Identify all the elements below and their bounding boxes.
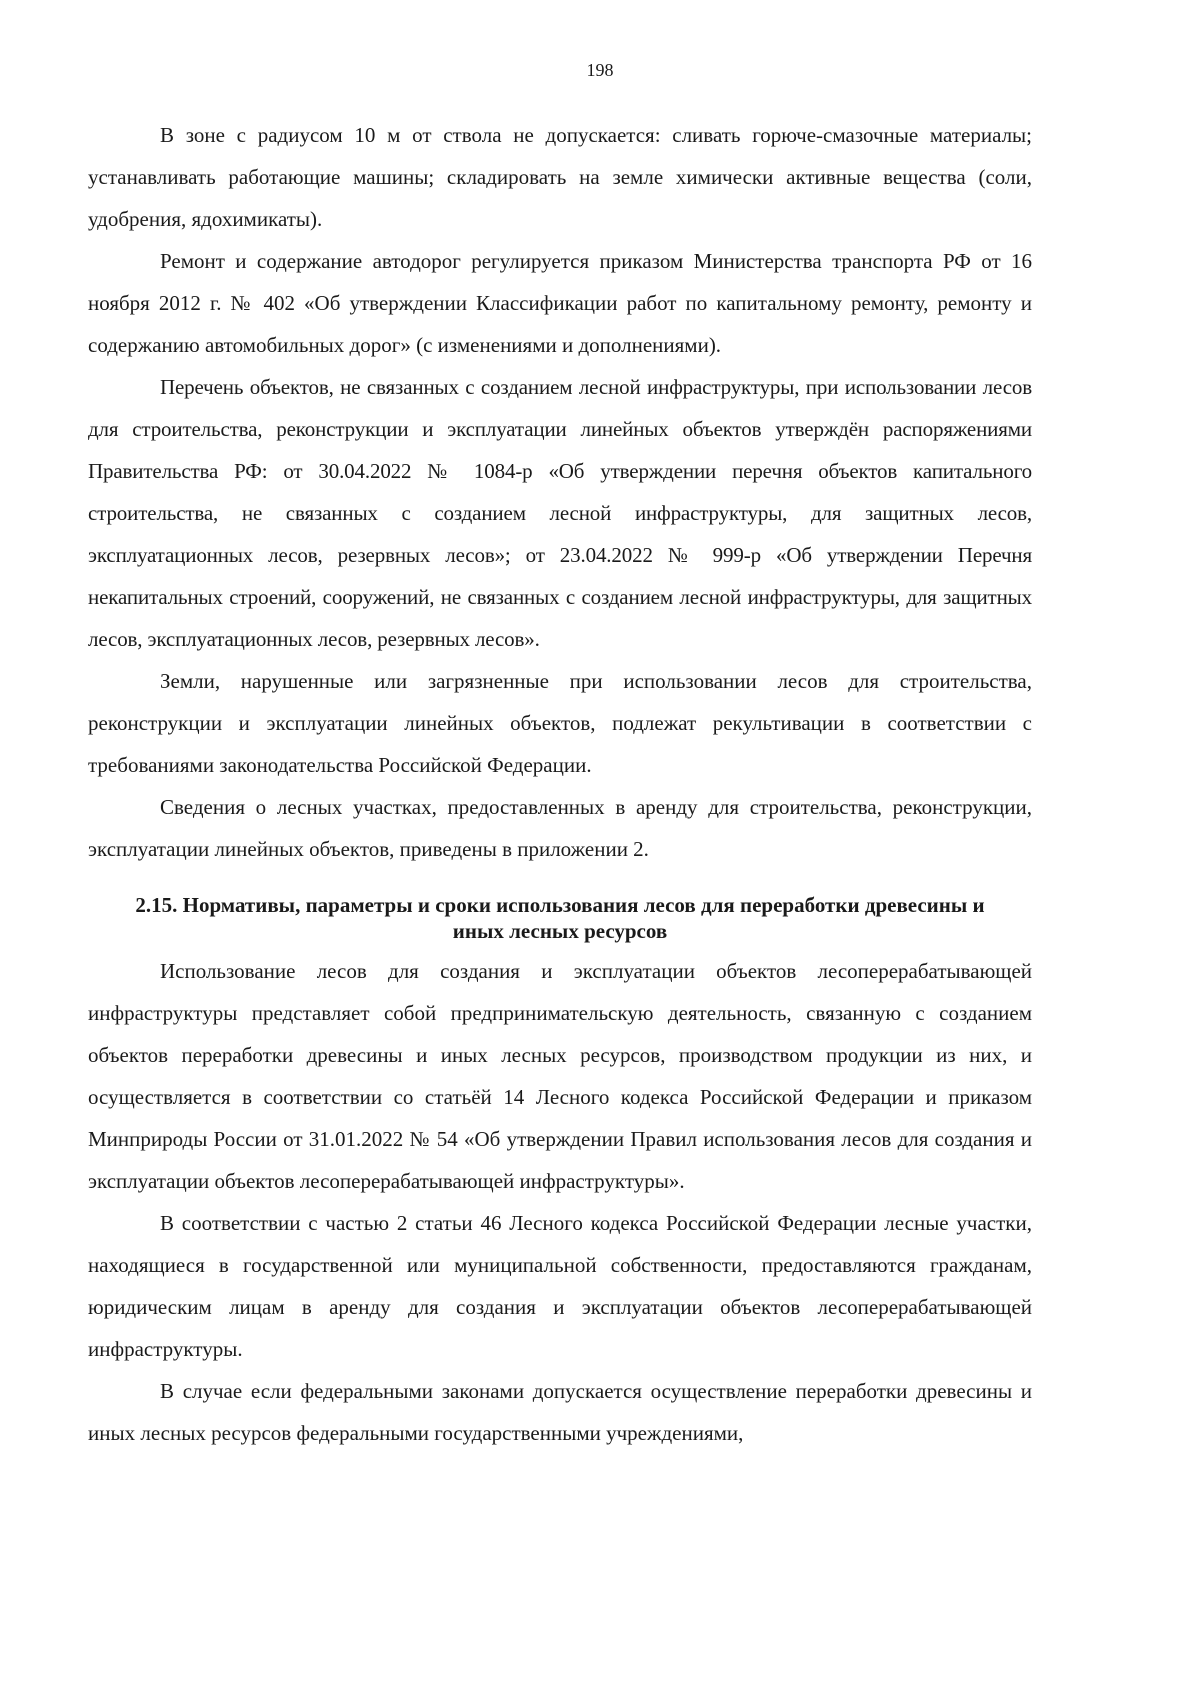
- document-body: [88, 114, 1032, 1454]
- page-number: 198: [586, 60, 614, 80]
- paragraph-road-repair: Ремонт и содержание автодорог регулируется приказом Министерства транспорта РФ от 16 ноября 2012 г. № 402 «Об утверждении Классификации работ по капитальному ремонту, ремонту и содержанию автомобильных дорог» (с изменениями и дополнениями).: [88, 249, 1032, 357]
- paragraph-lease-provision: В соответствии с частью 2 статьи 46 Лесного кодекса Российской Федерации лесные участки, находящиеся в государственной или муниципальной собственности, предоставляются гражданам, юридическим лицам в аренду для создания и эксплуатации объектов лесоперерабатывающей инфраструктуры.: [88, 1211, 1032, 1361]
- paragraph-land-recultivation: Земли, нарушенные или загрязненные при использовании лесов для строительства, реконструкции и эксплуатации линейных объектов, подлежат рекультивации в соответствии с требованиями законодательства Российской Федерации.: [88, 669, 1032, 777]
- paragraph-lease-info: Сведения о лесных участках, предоставленных в аренду для строительства, реконструкции, эксплуатации линейных объектов, приведены в приложении 2.: [88, 795, 1032, 861]
- section-heading: 2.15. Нормативы, параметры и сроки использования лесов для переработки древесины и иных лесных ресурсов: [135, 893, 985, 943]
- paragraph-root-zone: В зоне с радиусом 10 м от ствола не допускается: сливать горюче-смазочные материалы; устанавливать работающие машины; складировать на земле химически активные вещества (соли, удобрения, ядохимикаты).: [88, 123, 1032, 231]
- paragraph-federal-institutions: В случае если федеральными законами допускается осуществление переработки древесины и иных лесных ресурсов федеральными государственными учреждениями,: [88, 1379, 1032, 1445]
- paragraph-object-list: Перечень объектов, не связанных с созданием лесной инфраструктуры, при использовании лесов для строительства, реконструкции и эксплуатации линейных объектов утверждён распоряжениями Правительства РФ: от 30.04.2022 № 1084-р «Об утверждении перечня объектов капитального строительства, не связанных с созданием лесной инфраструктуры, для защитных лесов, эксплуатационных лесов, резервных лесов»; от 23.04.2022 № 999-р «Об утверждении Перечня некапитальных строений, сооружений, не связанных с созданием лесной инфраструктуры, для защитных лесов, эксплуатационных лесов, резервных лесов».: [88, 375, 1032, 651]
- paragraph-processing-infrastructure: Использование лесов для создания и эксплуатации объектов лесоперерабатывающей инфраструктуры представляет собой предпринимательскую деятельность, связанную с созданием объектов переработки древесины и иных лесных ресурсов, производством продукции из них, и осуществляется в соответствии со статьёй 14 Лесного кодекса Российской Федерации и приказом Минприроды России от 31.01.2022 № 54 «Об утверждении Правил использования лесов для создания и эксплуатации объектов лесоперерабатывающей инфраструктуры».: [88, 959, 1032, 1193]
